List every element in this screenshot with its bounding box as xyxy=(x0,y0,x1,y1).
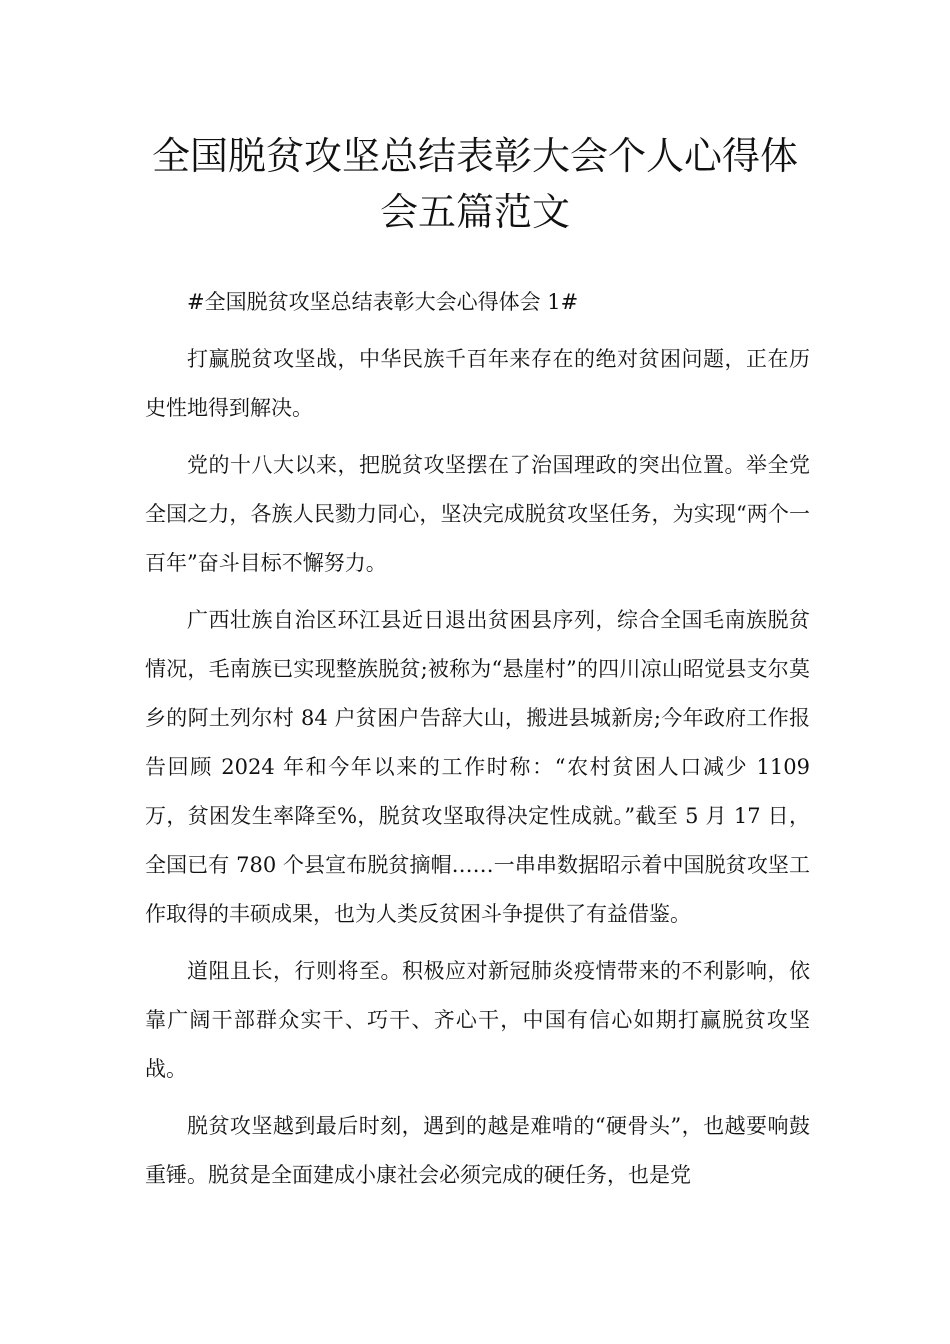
section-heading: #全国脱贫攻坚总结表彰大会心得体会 1# xyxy=(187,290,579,314)
paragraph-1: 打赢脱贫攻坚战，中华民族千百年来存在的绝对贫困问题，正在历史性地得到解决。 xyxy=(145,347,810,420)
document-title-line-1: 全国脱贫攻坚总结表彰大会个人心得体 xyxy=(151,134,798,178)
document-title-line-2: 会五篇范文 xyxy=(379,190,570,234)
paragraph-2: 党的十八大以来，把脱贫攻坚摆在了治国理政的突出位置。举全党全国之力，各族人民勠力同心，坚决完成脱贫攻坚任务，为实现“两个一百年”奋斗目标不懈努力。 xyxy=(145,453,810,575)
paragraph-4: 道阻且长，行则将至。积极应对新冠肺炎疫情带来的不利影响，依靠广阔干部群众实干、巧干、齐心干，中国有信心如期打赢脱贫攻坚战。 xyxy=(145,959,810,1081)
paragraph-3: 广西壮族自治区环江县近日退出贫困县序列，综合全国毛南族脱贫情况，毛南族已实现整族脱贫;被称为“悬崖村”的四川凉山昭觉县支尔莫乡的阿土列尔村 84 户贫困户告辞大山，搬进县城新房;今年政府工作报告回顾 2024 年和今年以来的工作时称：“农村贫困人口减少 1109 万，贫困发生率降至%，脱贫攻坚取得决定性成就。”截至 5 月 17 日，全国已有 780 个县宣布脱贫摘帽……一串串数据昭示着中国脱贫攻坚工作取得的丰硕成果，也为人类反贫困斗争提供了有益借鉴。 xyxy=(145,608,810,926)
document-body xyxy=(145,278,810,1208)
document-title xyxy=(140,128,810,240)
paragraph-5: 脱贫攻坚越到最后时刻，遇到的越是难啃的“硬骨头”，也越要响鼓重锤。脱贫是全面建成小康社会必须完成的硬任务，也是党 xyxy=(145,1114,810,1187)
